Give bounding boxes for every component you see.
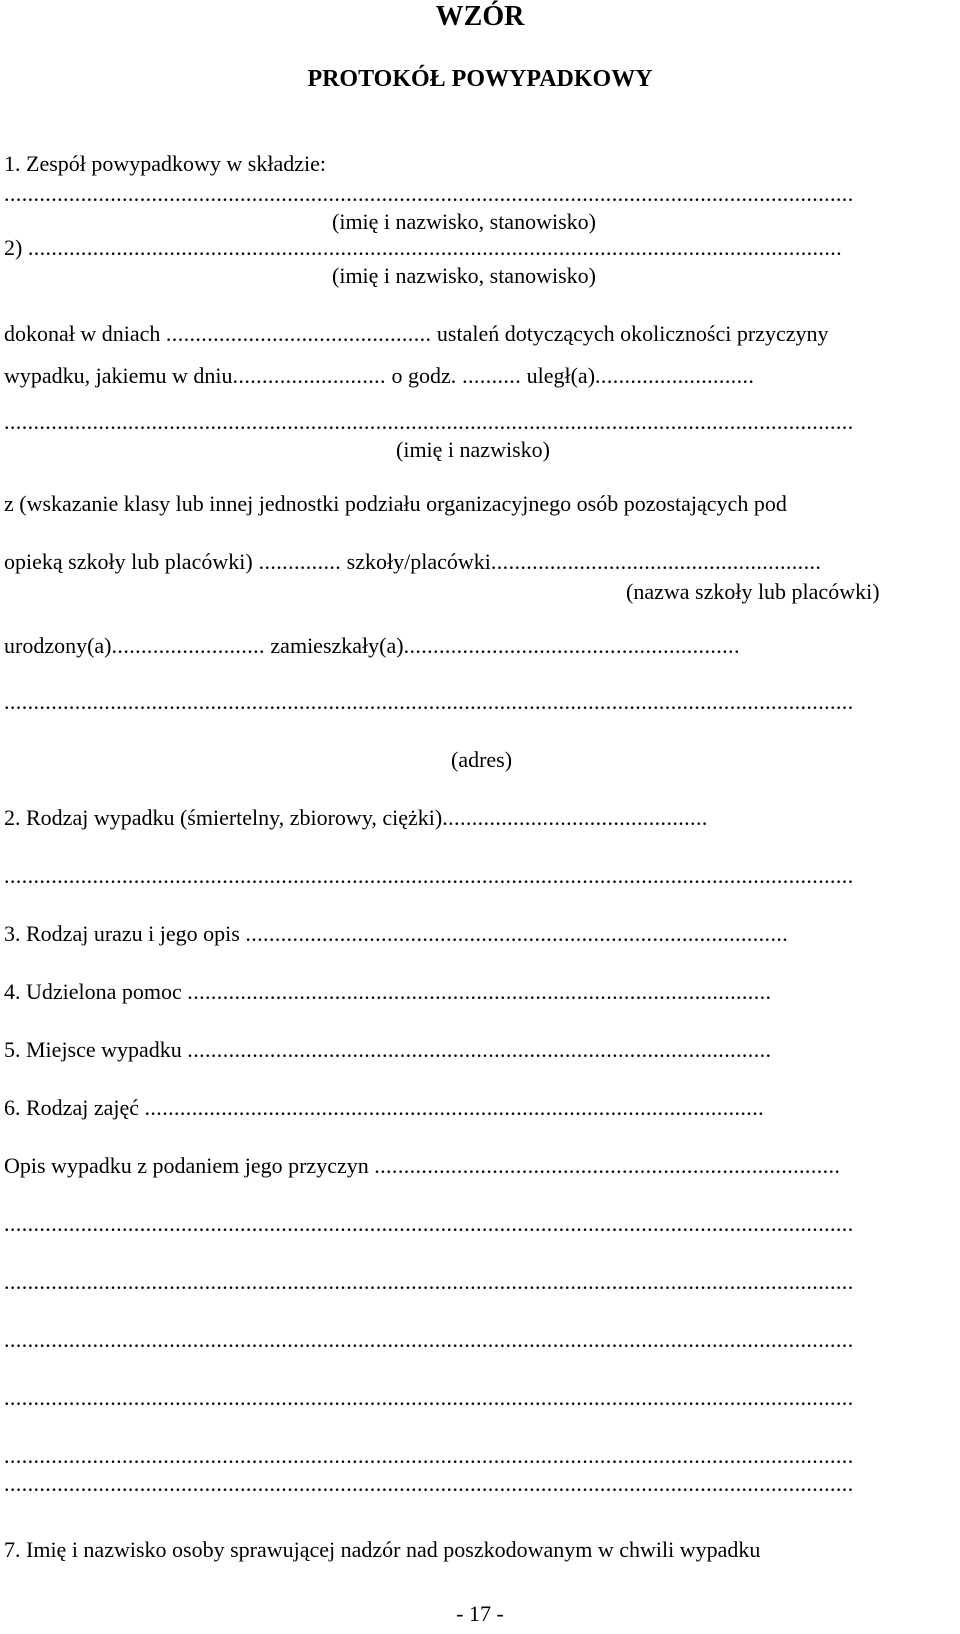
time-field[interactable]: ..........: [456, 363, 522, 388]
care-field[interactable]: ..............: [252, 549, 342, 574]
place-label: 5. Miejsce wypadku: [4, 1037, 182, 1062]
description-field[interactable]: ...............................................................................: [374, 1153, 841, 1178]
accident-type-field-2[interactable]: ................................................................................................................................................: [4, 863, 854, 888]
caption-member-1: (imię i nazwisko, stanowisko): [332, 209, 596, 234]
member-2-prefix: 2): [4, 235, 28, 260]
injury-label: 3. Rodzaj urazu i jego opis: [4, 921, 240, 946]
description-line: [4, 1152, 956, 1180]
place-line: [4, 1036, 956, 1064]
activity-line: [4, 1094, 956, 1122]
injury-line: [4, 920, 956, 948]
caption-member-2: (imię i nazwisko, stanowisko): [332, 263, 596, 288]
page-number: - 17 -: [456, 1601, 504, 1626]
help-label: 4. Udzielona pomoc: [4, 979, 182, 1004]
description-field-line[interactable]: ................................................................................................................................................: [4, 1211, 854, 1236]
description-field-line[interactable]: ................................................................................................................................................: [4, 1385, 854, 1410]
place-field[interactable]: ...................................................................................................: [187, 1037, 772, 1062]
accident-date-field[interactable]: ..........................: [232, 363, 386, 388]
care-line: [4, 548, 956, 576]
accident-type-line: [4, 804, 956, 832]
dates-label: dokonał w dniach: [4, 321, 161, 346]
dates-field[interactable]: .............................................: [165, 321, 432, 346]
suffered-field[interactable]: ...........................: [595, 363, 755, 388]
team-member-2-line: [4, 234, 956, 262]
school-field[interactable]: ........................................................: [490, 549, 822, 574]
team-label: 1. Zespół powypadkowy w składzie:: [4, 151, 326, 176]
description-label: Opis wypadku z podaniem jego przyczyn: [4, 1153, 369, 1178]
school-label: szkoły/placówki: [341, 549, 491, 574]
suffered-label: uległ(a): [521, 363, 596, 388]
team-member-1-field[interactable]: ................................................................................................................................................: [4, 181, 854, 206]
resident-label: zamieszkały(a): [264, 633, 404, 658]
description-field-line[interactable]: ................................................................................................................................................: [4, 1443, 854, 1468]
resident-field[interactable]: .........................................................: [403, 633, 740, 658]
dates-line: [4, 320, 956, 348]
care-label: opieką szkoły lub placówki): [4, 549, 253, 574]
team-member-2-field[interactable]: ..........................................................................................................................................: [27, 235, 843, 260]
born-line: [4, 632, 956, 660]
description-field-line[interactable]: ................................................................................................................................................: [4, 1269, 854, 1294]
victim-name-field[interactable]: ................................................................................................................................................: [4, 409, 854, 434]
accident-type-field[interactable]: .............................................: [442, 805, 708, 830]
born-field[interactable]: ..........................: [111, 633, 265, 658]
description-field-line[interactable]: ................................................................................................................................................: [4, 1471, 854, 1496]
caption-school: (nazwa szkoły lub placówki): [626, 579, 880, 604]
caption-address: (adres): [451, 747, 513, 772]
accident-label: wypadku, jakiemu w dniu: [4, 363, 233, 388]
watermark-title: WZÓR: [435, 1, 525, 32]
time-label: o godz.: [385, 363, 457, 388]
help-field[interactable]: ...................................................................................................: [187, 979, 772, 1004]
activity-field[interactable]: .........................................................................................................: [144, 1095, 764, 1120]
address-field[interactable]: ................................................................................................................................................: [4, 689, 854, 714]
form-title: PROTOKÓŁ POWYPADKOWY: [307, 66, 653, 92]
caption-victim: (imię i nazwisko): [396, 437, 550, 462]
injury-field[interactable]: ............................................................................................: [245, 921, 789, 946]
born-label: urodzony(a): [4, 633, 112, 658]
dates-suffix: ustaleń dotyczących okoliczności przyczyny: [431, 321, 829, 346]
accident-type-label: 2. Rodzaj wypadku (śmiertelny, zbiorowy, ciężki): [4, 805, 443, 830]
help-line: [4, 978, 956, 1006]
description-field-line[interactable]: ................................................................................................................................................: [4, 1327, 854, 1352]
class-line: z (wskazanie klasy lub innej jednostki podziału organizacyjnego osób pozostających pod: [4, 491, 787, 516]
activity-label: 6. Rodzaj zajęć: [4, 1095, 139, 1120]
supervisor-label: 7. Imię i nazwisko osoby sprawującej nadzór nad poszkodowanym w chwili wypadku: [4, 1537, 761, 1562]
accident-line: [4, 362, 956, 390]
